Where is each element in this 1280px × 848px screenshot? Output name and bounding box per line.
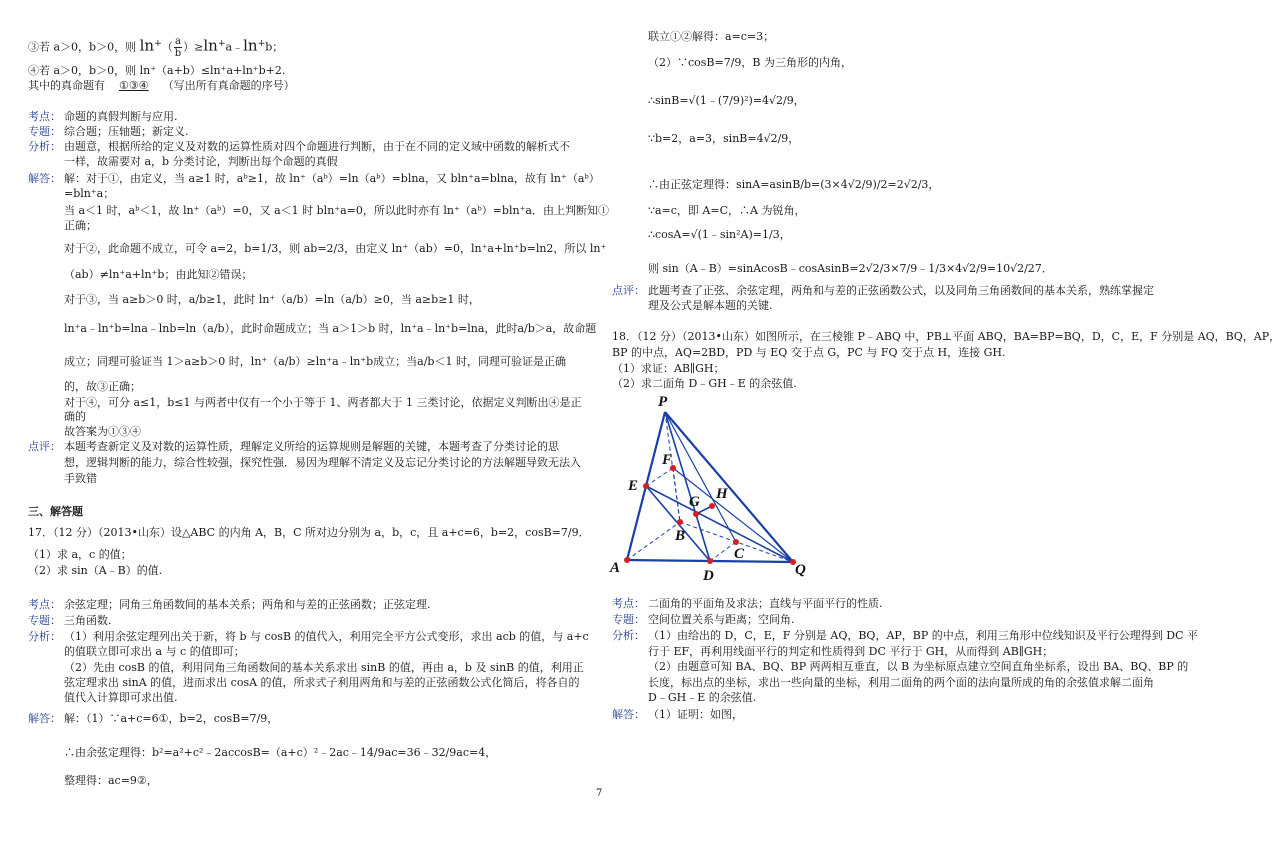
q18-zhuanti: 空间位置关系与距离；空间角.: [648, 613, 795, 626]
zhuanti-label: 专题：: [28, 125, 61, 138]
jieda-line-3: 当 a＜1 时，aᵇ＜1，故 ln⁺（aᵇ）=0，又 a＜1 时 bln⁺a=0，所以此时亦有 ln⁺（aᵇ）=bln⁺a．由上判断知①: [64, 204, 609, 217]
r-dianping-1: 此题考查了正弦、余弦定理，两角和与差的正弦函数公式，以及同角三角函数间的基本关系，熟练掌握定: [648, 284, 1154, 297]
jieda-line-5: 对于②，此命题不成立，可令 a=2，b=1/3，则 ab=2/3，由定义 ln⁺（ab）=0，ln⁺a+ln⁺b=ln2，所以 ln⁺: [64, 242, 607, 255]
q16-answer-line: [28, 79, 295, 93]
q17-fenxi-4: 弦定理求出 sinA 的值，进而求出 cosA 的值，所求式子利用两角和与差的正弦函数公式化简后，将各自的: [64, 676, 580, 689]
q18-jieda-1: （1）证明：如图，: [648, 708, 743, 721]
jieda-line-1: 解：对于①，由定义，当 a≥1 时，aᵇ≥1，故 ln⁺（aᵇ）=ln（aᵇ）=blna，又 bln⁺a=blna，故有 ln⁺（aᵇ）: [64, 172, 600, 185]
jieda-label: 解答：: [28, 172, 61, 185]
point-D: [707, 558, 713, 564]
jieda-line-11: 对于④，可分 a≤1，b≤1 与两者中仅有一个小于等于 1、两者都大于 1 三类讨论，依据定义判断出④是正: [64, 396, 582, 409]
label-P: P: [658, 394, 668, 410]
jieda-line-2: =bln⁺a；: [64, 187, 115, 200]
q18-line-4: （2）求二面角 D﹣GH﹣E 的余弦值.: [612, 377, 797, 390]
edge-PD: [665, 412, 710, 561]
dianping-line-2: 想，逻辑判断的能力，综合性较强，探究性强．易因为理解不清定义及忘记分类讨论的方法解题导致无法入: [64, 456, 581, 469]
edge-PC: [665, 412, 736, 542]
q18-line-1: 18．（12 分）（2013•山东）如图所示，在三棱锥 P﹣ABQ 中，PB⊥平面 ABQ，BA=BP=BQ，D，C，E，F 分别是 AQ，BQ，AP，: [612, 330, 1280, 343]
q18-jieda-label: 解答：: [612, 708, 645, 721]
fenxi-line-2: 一样，故需要对 a，b 分类讨论，判断出每个命题的真假: [64, 155, 338, 168]
q17-fenxi-label: 分析：: [28, 630, 61, 643]
jieda-line-8: ln⁺a﹣ln⁺b=lna﹣lnb=ln（a/b），此时命题成立；当 a＞1＞b 时，ln⁺a﹣ln⁺b=lna，此时a/b＞a，故命题: [64, 322, 597, 335]
q16-answer: ①③④: [119, 79, 149, 92]
q17-zhuanti: 三角函数.: [64, 614, 112, 627]
point-B: [677, 519, 683, 525]
fenxi-label: 分析：: [28, 140, 61, 153]
r-line-5: ∴由正弦定理得：sinA=asinB/b=(3×4√2/9)/2=2√2/3，: [648, 178, 940, 191]
jieda-line-10: 的，故③正确；: [64, 380, 141, 393]
section-3-title: 三、解答题: [28, 505, 83, 518]
q17-fenxi-1: （1）利用余弦定理列出关于新，将 b 与 cosB 的值代入，利用完全平方公式变形，求出 acb 的值，与 a+c: [64, 630, 589, 643]
tetrahedron-figure: [600, 390, 820, 590]
q18-fenxi-4: 长度，标出点的坐标，求出一些向量的坐标，利用二面角的两个面的法向量所成的角的余弦值求解二面角: [648, 676, 1154, 689]
q17-part-2: （2）求 sin（A﹣B）的值.: [28, 564, 163, 577]
q17-kaodian: 余弦定理；同角三角函数间的基本关系；两角和与差的正弦函数；正弦定理.: [64, 598, 431, 611]
q16-item4: ④若 a＞0，b＞0，则 ln⁺（a+b）≤ln⁺a+ln⁺b+2.: [28, 64, 286, 77]
label-C: C: [734, 546, 745, 562]
dianping-line-3: 手致错: [64, 472, 97, 485]
q18-line-2: BP 的中点，AQ=2BD，PD 与 EQ 交于点 G，PC 与 FQ 交于点 H，连接 GH.: [612, 346, 1006, 359]
kaodian-label: 考点：: [28, 110, 61, 123]
jieda-line-12: 确的: [64, 410, 86, 423]
q17-jieda-1: 解：（1）∵a+c=6①，b=2，cosB=7/9，: [64, 712, 279, 725]
q17-part-1: （1）求 a，c 的值；: [28, 548, 132, 561]
kaodian-text: 命题的真假判断与应用.: [64, 110, 178, 123]
label-F: F: [662, 452, 673, 468]
q18-fenxi-3: （2）由题意可知 BA、BQ、BP 两两相互垂直，以 B 为坐标原点建立空间直角坐标系，设出 BA、BQ、BP 的: [648, 660, 1189, 673]
label-B: B: [675, 528, 686, 544]
jieda-line-4: 正确；: [64, 219, 97, 232]
point-G: [693, 511, 699, 517]
point-E: [643, 483, 649, 489]
jieda-line-7: 对于③，当 a≥b＞0 时，a/b≥1，此时 ln⁺（a/b）=ln（a/b）≥0，当 a≥b≥1 时，: [64, 293, 480, 306]
q17-fenxi-5: 值代入计算即可求出值.: [64, 691, 178, 704]
label-D: D: [703, 568, 714, 584]
q16-answer-prefix: 其中的真命题有: [28, 79, 105, 92]
q17-zhuanti-label: 专题：: [28, 614, 61, 627]
edge-FQ: [673, 468, 793, 562]
label-Q: Q: [795, 562, 806, 578]
label-H: H: [716, 486, 728, 502]
q18-fenxi-1: （1）由给出的 D，C，E，F 分别是 AQ，BQ，AP，BP 的中点，利用三角形中位线知识及平行公理得到 DC 平: [648, 629, 1199, 642]
point-A: [624, 557, 630, 563]
q17-jieda-3: 整理得：ac=9②，: [64, 774, 158, 787]
r-line-8: 则 sin（A﹣B）=sinAcosB﹣cosAsinB=2√2/3×7/9﹣1/3×4√2/9=10√2/27．: [648, 262, 1053, 275]
jieda-line-9: 成立；同理可验证当 1＞a≥b＞0 时，ln⁺（a/b）≥ln⁺a﹣ln⁺b成立；当a/b＜1 时，同理可验证是正确: [64, 355, 566, 368]
r-line-7: ∴cosA=√(1﹣sin²A)=1/3，: [648, 228, 791, 241]
q18-line-3: （1）求证：AB∥GH；: [612, 362, 725, 375]
r-line-2: （2）∵cosB=7/9，B 为三角形的内角，: [648, 56, 853, 69]
zhuanti-text: 综合题；压轴题；新定义.: [64, 125, 189, 138]
fenxi-line-1: 由题意，根据所给的定义及对数的运算性质对四个命题进行判断，由于在不同的定义域中函数的解析式不: [64, 140, 570, 153]
edge-FB: [673, 468, 680, 522]
r-line-4: ∵b=2，a=3，sinB=4√2/9，: [648, 132, 800, 145]
q18-kaodian: 二面角的平面角及求法；直线与平面平行的性质.: [648, 597, 883, 610]
r-dianping-2: 理及公式是解本题的关键.: [648, 299, 773, 312]
edge-DC: [710, 542, 736, 561]
q18-zhuanti-label: 专题：: [612, 613, 645, 626]
r-line-1: 联立①②解得：a=c=3；: [648, 30, 775, 43]
label-G: G: [689, 494, 700, 510]
jieda-line-13: 故答案为①③④: [64, 425, 141, 438]
q17-kaodian-label: 考点：: [28, 598, 61, 611]
r-line-6: ∵a=c，即 A=C，∴A 为锐角，: [648, 204, 806, 217]
q16-answer-suffix: （写出所有真命题的序号）: [162, 79, 295, 92]
dianping-label: 点评：: [28, 440, 61, 453]
r-line-3: ∴sinB=√(1﹣(7/9)²)=4√2/9，: [648, 94, 805, 107]
q18-fenxi-label: 分析：: [612, 629, 645, 642]
q17-fenxi-3: （2）先由 cosB 的值，利用同角三角函数间的基本关系求出 sinB 的值，再由 a，b 及 sinB 的值，利用正: [64, 661, 584, 674]
q17-jieda-label: 解答：: [28, 712, 61, 725]
r-dianping-label: 点评：: [612, 284, 645, 297]
label-A: A: [610, 560, 621, 576]
label-E: E: [628, 478, 639, 494]
q17-fenxi-2: 的值联立即可求出 a 与 c 的值即可；: [64, 645, 245, 658]
dianping-line-1: 本题考查新定义及对数的运算性质，理解定义所给的运算规则是解题的关键，本题考查了分类讨论的思: [64, 440, 559, 453]
q16-item3: ③若 a＞0，b＞0，则 ln+（ $\frac{a}{b}$ ）≥ln+a﹣ln+b；: [28, 36, 284, 59]
point-C: [733, 539, 739, 545]
page-number: 7: [596, 788, 603, 799]
point-H: [709, 503, 715, 509]
jieda-line-6: （ab）≠ln⁺a+ln⁺b；由此知②错误；: [64, 268, 253, 281]
q18-kaodian-label: 考点：: [612, 597, 645, 610]
q17-jieda-2: ∴由余弦定理得：b²=a²+c²﹣2accosB=（a+c）²﹣2ac﹣14/9ac=36﹣32/9ac=4，: [64, 746, 497, 759]
q18-fenxi-5: D﹣GH﹣E 的余弦值.: [648, 691, 757, 704]
q17-stem: 17．（12 分）（2013•山东）设△ABC 的内角 A，B，C 所对边分别为 a，b，c，且 a+c=6，b=2，cosB=7/9．: [28, 526, 590, 539]
q18-fenxi-2: 行于 EF，再利用线面平行的判定和性质得到 DC 平行于 GH，从而得到 AB∥GH；: [648, 645, 1054, 658]
